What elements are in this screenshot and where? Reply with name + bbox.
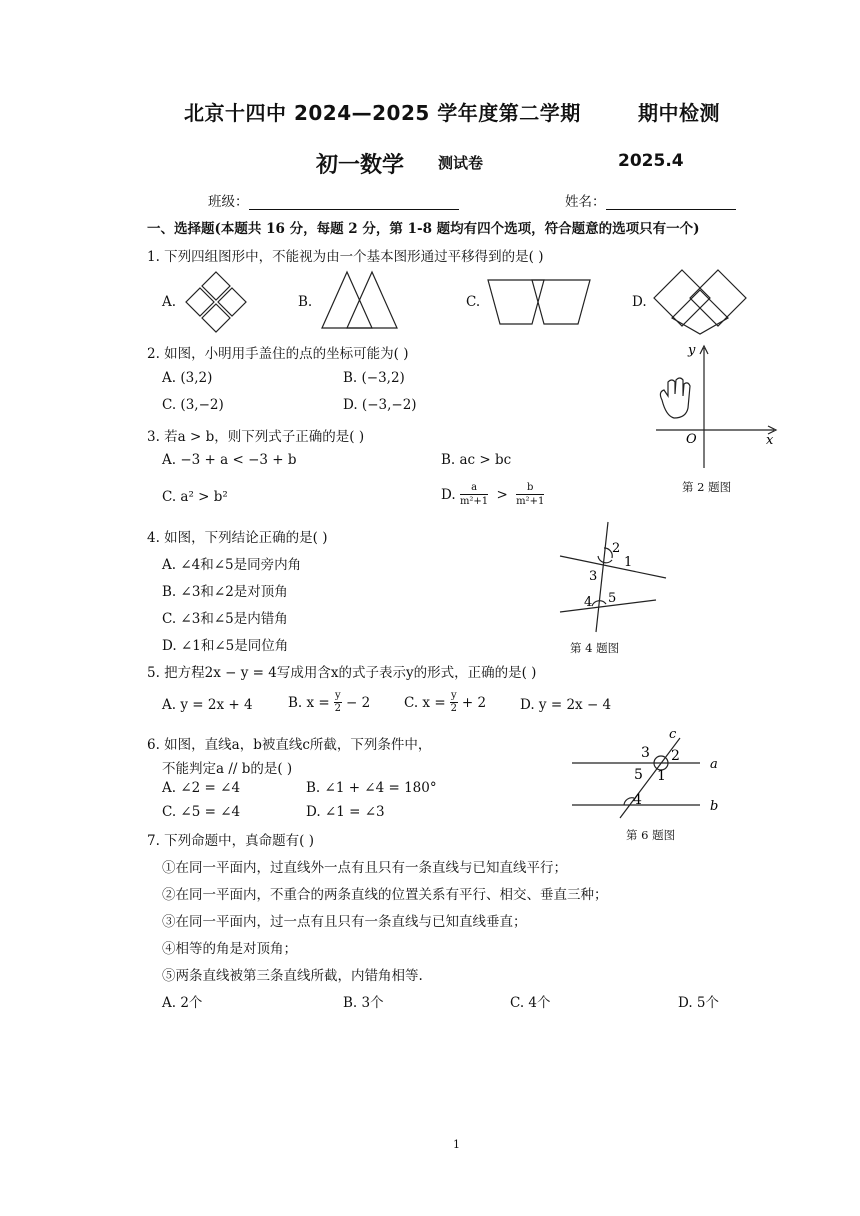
- exam-title: 北京十四中 2024—2025 学年度第二学期: [184, 101, 581, 125]
- q7-statement-5: ⑤两条直线被第三条直线所截，内错角相等.: [162, 968, 423, 984]
- q3-d-gt: >: [496, 486, 508, 503]
- q5-option-a: A. y = 2x + 4: [162, 697, 253, 713]
- q6-option-c: C. ∠5 = ∠4: [162, 804, 241, 820]
- q5-option-d: D. y = 2x − 4: [520, 697, 612, 713]
- q6-option-a: A. ∠2 = ∠4: [162, 780, 241, 796]
- q4-angle-3: 3: [589, 569, 598, 584]
- q6-stem-line1: 6. 如图，直线a，b被直线c所截，下列条件中，: [147, 737, 432, 753]
- q6-stem-line2: 不能判定a // b的是( ): [162, 761, 293, 777]
- subject-title: 初一数学: [316, 152, 405, 178]
- q6-label-b: b: [710, 799, 719, 814]
- q6-label-c: c: [669, 727, 677, 742]
- q6-caption: 第 6 题图: [626, 828, 676, 842]
- q3-d-num1: a: [460, 481, 488, 495]
- q5-b-num: y: [335, 690, 341, 701]
- q6-label-a: a: [710, 757, 718, 772]
- q2-option-b: B. (−3,2): [343, 370, 405, 386]
- q5-c-num: y: [450, 690, 457, 701]
- q1-label-b: B.: [298, 294, 313, 310]
- q5-c-den: 2: [450, 703, 457, 714]
- q7-statement-3: ③在同一平面内，过一点有且只有一条直线与已知直线垂直；: [162, 914, 527, 930]
- q5-c-suffix: + 2: [461, 694, 487, 711]
- q5-b-prefix: B. x =: [288, 694, 330, 711]
- q3-d-den1: m²+1: [459, 496, 489, 507]
- q6-angle-3: 3: [641, 745, 650, 761]
- q4-stem: 4. 如图，下列结论正确的是( ): [147, 530, 328, 546]
- q4-caption: 第 4 题图: [570, 641, 620, 655]
- q3-option-a: A. −3 + a < −3 + b: [162, 452, 297, 468]
- q2-stem: 2. 如图，小明用手盖住的点的坐标可能为( ): [147, 346, 409, 362]
- q5-c-prefix: C. x =: [404, 694, 446, 711]
- q3-d-prefix: D.: [441, 486, 456, 503]
- q3-d-den2: m²+1: [516, 496, 545, 507]
- q3-d-num2: b: [516, 481, 544, 495]
- q4-angle-1: 1: [624, 555, 633, 570]
- q7-option-c: C. 4个: [510, 995, 551, 1011]
- q6-angle-2: 2: [671, 748, 680, 764]
- q5-b-den: 2: [334, 703, 342, 714]
- q1-label-a: A.: [162, 294, 177, 310]
- q4-angle-5: 5: [608, 591, 617, 606]
- q4-option-c: C. ∠3和∠5是内错角: [162, 611, 288, 627]
- q7-statement-4: ④相等的角是对顶角；: [162, 941, 297, 957]
- q2-option-d: D. (−3,−2): [343, 397, 417, 413]
- q4-angle-4: 4: [584, 595, 593, 610]
- q6-angle-5: 5: [634, 767, 643, 783]
- q7-stem: 7. 下列命题中，真命题有( ): [147, 833, 314, 849]
- page-number: 1: [453, 1138, 460, 1151]
- q1-stem: 1. 下列四组图形中，不能视为由一个基本图形通过平移得到的是( ): [147, 249, 544, 265]
- name-label: 姓名：: [565, 194, 606, 210]
- q5-stem: 5. 把方程2x − y = 4写成用含x的式子表示y的形式，正确的是( ): [147, 665, 537, 681]
- exam-type: 期中检测: [638, 101, 720, 125]
- q2-origin-label: O: [686, 432, 697, 447]
- q6-angle-1: 1: [657, 768, 666, 784]
- q7-option-a: A. 2个: [162, 995, 203, 1011]
- q1-label-c: C.: [466, 294, 481, 310]
- q2-option-a: A. (3,2): [162, 370, 213, 386]
- section-heading: 一、选择题(本题共 16 分，每题 2 分，第 1-8 题均有四个选项，符合题意的选项只有一个): [147, 221, 700, 237]
- q4-option-b: B. ∠3和∠2是对顶角: [162, 584, 288, 600]
- paper-label: 测试卷: [438, 154, 484, 172]
- q7-option-d: D. 5个: [678, 995, 720, 1011]
- q1-label-d: D.: [632, 294, 647, 310]
- q6-option-d: D. ∠1 = ∠3: [306, 804, 385, 820]
- class-label: 班级：: [208, 194, 249, 210]
- q7-statement-2: ②在同一平面内，不重合的两条直线的位置关系有平行、相交、垂直三种；: [162, 887, 608, 903]
- q3-option-b: B. ac > bc: [441, 452, 512, 468]
- q4-angle-2: 2: [612, 541, 621, 556]
- q2-axis-y-label: y: [688, 343, 696, 358]
- q7-statement-1: ①在同一平面内，过直线外一点有且只有一条直线与已知直线平行；: [162, 860, 567, 876]
- exam-date: 2025.4: [618, 151, 684, 171]
- q2-option-c: C. (3,−2): [162, 397, 224, 413]
- q4-option-a: A. ∠4和∠5是同旁内角: [162, 557, 302, 573]
- q5-b-suffix: − 2: [345, 694, 371, 711]
- q3-stem: 3. 若a > b，则下列式子正确的是( ): [147, 429, 365, 445]
- q2-caption: 第 2 题图: [682, 480, 732, 494]
- q4-option-d: D. ∠1和∠5是同位角: [162, 638, 289, 654]
- q7-option-b: B. 3个: [343, 995, 384, 1011]
- q6-option-b: B. ∠1 + ∠4 = 180°: [306, 780, 437, 796]
- q6-angle-4: 4: [633, 792, 642, 808]
- q2-axis-x-label: x: [766, 433, 774, 448]
- q3-option-c: C. a² > b²: [162, 489, 228, 505]
